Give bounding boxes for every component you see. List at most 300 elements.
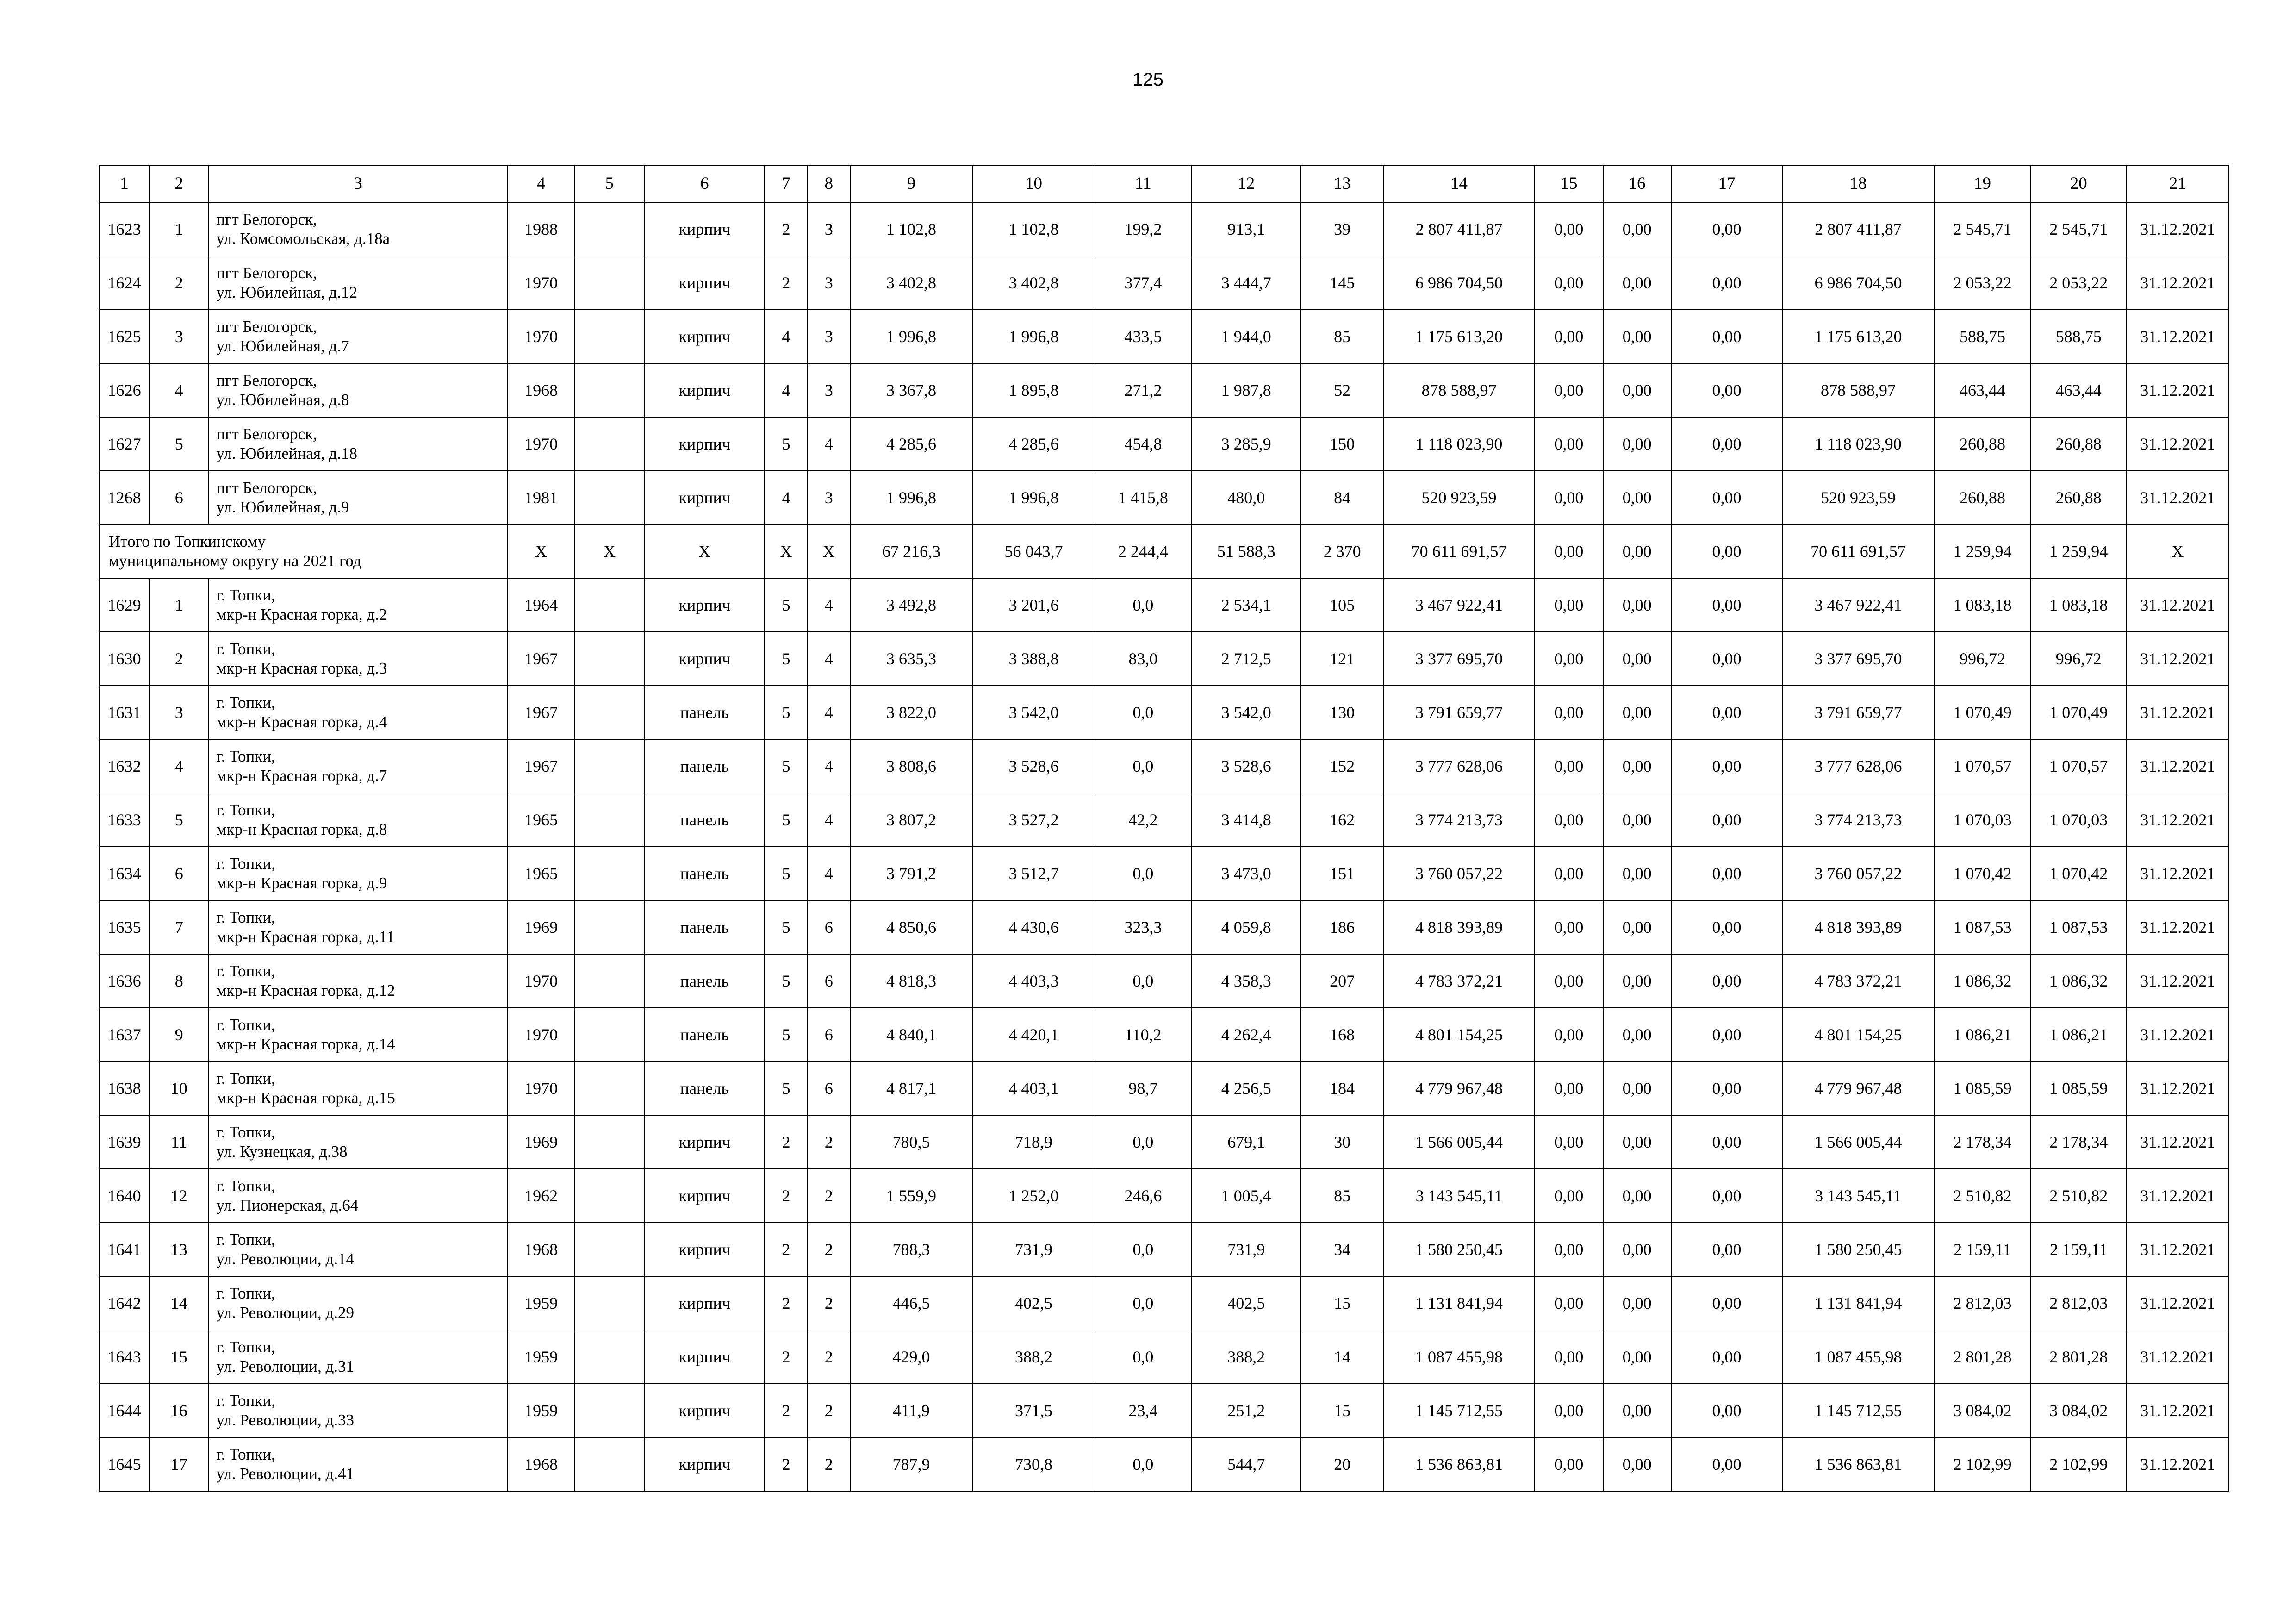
table-cell: 3	[808, 471, 850, 525]
address-cell	[208, 1384, 507, 1437]
table-cell: 184	[1301, 1062, 1383, 1115]
table-row	[99, 632, 2229, 686]
table-cell: 0,00	[1603, 1437, 1671, 1491]
table-cell: 1625	[99, 310, 149, 363]
table-cell: 42,2	[1095, 793, 1191, 847]
table-cell: 1 070,49	[2031, 686, 2126, 739]
address-line: пгт Белогорск,	[216, 479, 317, 497]
column-number-cell: 13	[1301, 165, 1383, 202]
table-cell: 3 143 545,11	[1782, 1169, 1934, 1223]
column-number-cell: 16	[1603, 165, 1671, 202]
address-line: ул. Юбилейная, д.8	[216, 391, 349, 409]
table-cell: 4 779 967,48	[1383, 1062, 1535, 1115]
table-cell: 731,9	[972, 1223, 1095, 1276]
table-cell: 0,00	[1603, 1276, 1671, 1330]
table-cell: кирпич	[644, 1330, 765, 1384]
table-cell: 454,8	[1095, 417, 1191, 471]
table-cell: 1 085,59	[1934, 1062, 2031, 1115]
table-cell: 0,00	[1671, 1276, 1782, 1330]
table-cell: 4 430,6	[972, 900, 1095, 954]
table-cell: 31.12.2021	[2126, 1437, 2229, 1491]
table-cell: 2 178,34	[2031, 1115, 2126, 1169]
table-cell: 1 996,8	[850, 471, 972, 525]
table-cell: 1627	[99, 417, 149, 471]
table-cell: 0,00	[1671, 1223, 1782, 1276]
table-cell: 1970	[508, 1062, 575, 1115]
table-cell: 0,00	[1535, 632, 1603, 686]
column-number-cell: 15	[1535, 165, 1603, 202]
table-cell: 199,2	[1095, 202, 1191, 256]
table-cell: 0,00	[1535, 1062, 1603, 1115]
table-cell: 31.12.2021	[2126, 739, 2229, 793]
address-cell	[208, 1062, 507, 1115]
table-cell: 0,0	[1095, 1437, 1191, 1491]
column-number-cell: 7	[765, 165, 807, 202]
table-cell: 2 053,22	[1934, 256, 2031, 310]
address-cell	[208, 1330, 507, 1384]
table-cell: 6	[808, 954, 850, 1008]
table-cell: 1636	[99, 954, 149, 1008]
table-cell	[575, 1384, 644, 1437]
address-line: г. Топки,	[216, 1230, 275, 1249]
table-cell: 5	[765, 847, 807, 900]
column-number-cell: 10	[972, 165, 1095, 202]
table-cell: 913,1	[1191, 202, 1301, 256]
table-cell: 4 403,1	[972, 1062, 1095, 1115]
table-cell: 0,00	[1603, 739, 1671, 793]
table-cell: 3 473,0	[1191, 847, 1301, 900]
table-cell: 3 512,7	[972, 847, 1095, 900]
table-cell: 0,00	[1535, 847, 1603, 900]
table-cell: 1 005,4	[1191, 1169, 1301, 1223]
table-cell: 588,75	[2031, 310, 2126, 363]
table-cell: 0,00	[1603, 1062, 1671, 1115]
table-cell: 996,72	[1934, 632, 2031, 686]
table-cell: 0,0	[1095, 1276, 1191, 1330]
table-cell: 1 085,59	[2031, 1062, 2126, 1115]
table-cell: 520 923,59	[1383, 471, 1535, 525]
table-cell: панель	[644, 739, 765, 793]
table-row	[99, 1008, 2229, 1062]
table-cell: 0,00	[1671, 632, 1782, 686]
table-cell: 5	[765, 632, 807, 686]
table-cell: 4	[808, 417, 850, 471]
table-cell	[575, 1437, 644, 1491]
table-cell: 402,5	[1191, 1276, 1301, 1330]
table-cell	[575, 256, 644, 310]
table-row	[99, 900, 2229, 954]
table-cell: 2	[765, 202, 807, 256]
table-cell: 31.12.2021	[2126, 1276, 2229, 1330]
table-cell: 0,00	[1535, 1008, 1603, 1062]
table-cell	[575, 1115, 644, 1169]
table-cell: 0,00	[1535, 578, 1603, 632]
table-cell: 5	[765, 1008, 807, 1062]
table-cell: 588,75	[1934, 310, 2031, 363]
table-cell: 4 783 372,21	[1782, 954, 1934, 1008]
table-cell: 1 996,8	[972, 471, 1095, 525]
table-cell: 2	[765, 256, 807, 310]
table-cell: 788,3	[850, 1223, 972, 1276]
table-cell: 31.12.2021	[2126, 417, 2229, 471]
table-cell: 4 783 372,21	[1383, 954, 1535, 1008]
table-cell: 1964	[508, 578, 575, 632]
table-cell: 14	[149, 1276, 208, 1330]
table-cell: 3 084,02	[2031, 1384, 2126, 1437]
table-cell: 4	[765, 310, 807, 363]
table-cell: 31.12.2021	[2126, 793, 2229, 847]
table-row	[99, 256, 2229, 310]
table-cell: 1967	[508, 686, 575, 739]
table-cell: 1632	[99, 739, 149, 793]
table-cell: 1 415,8	[1095, 471, 1191, 525]
table-cell: 2 807 411,87	[1782, 202, 1934, 256]
table-cell: кирпич	[644, 1276, 765, 1330]
table-cell: 0,00	[1603, 632, 1671, 686]
table-cell: 0,00	[1535, 310, 1603, 363]
table-cell: 0,00	[1535, 1115, 1603, 1169]
table-cell: 260,88	[2031, 471, 2126, 525]
table-cell: 3 791 659,77	[1383, 686, 1535, 739]
column-number-cell: 19	[1934, 165, 2031, 202]
table-cell: 3 285,9	[1191, 417, 1301, 471]
table-row	[99, 1437, 2229, 1491]
table-cell: кирпич	[644, 632, 765, 686]
table-cell: 1643	[99, 1330, 149, 1384]
table-cell: 1 145 712,55	[1383, 1384, 1535, 1437]
address-cell	[208, 793, 507, 847]
table-cell: 4	[808, 739, 850, 793]
table-cell: 2 545,71	[1934, 202, 2031, 256]
table-cell: 1 175 613,20	[1782, 310, 1934, 363]
table-cell: 4 403,3	[972, 954, 1095, 1008]
table-cell: 371,5	[972, 1384, 1095, 1437]
address-line: г. Топки,	[216, 1177, 275, 1195]
table-row	[99, 686, 2229, 739]
table-cell: панель	[644, 793, 765, 847]
total-value-cell: 0,00	[1603, 525, 1671, 578]
table-cell: 5	[765, 417, 807, 471]
table-cell: 2 053,22	[2031, 256, 2126, 310]
address-line: мкр-н Красная горка, д.15	[216, 1089, 395, 1107]
table-cell: 0,00	[1603, 1384, 1671, 1437]
total-value-cell: X	[644, 525, 765, 578]
table-cell: 3 542,0	[1191, 686, 1301, 739]
table-cell: 0,00	[1603, 417, 1671, 471]
table-cell: кирпич	[644, 256, 765, 310]
table-cell: 3 084,02	[1934, 1384, 2031, 1437]
table-cell: 3	[149, 686, 208, 739]
address-cell	[208, 954, 507, 1008]
table-cell: 52	[1301, 363, 1383, 417]
table-cell: 0,00	[1603, 202, 1671, 256]
table-cell: 3 774 213,73	[1782, 793, 1934, 847]
table-cell: 31.12.2021	[2126, 847, 2229, 900]
table-cell: 718,9	[972, 1115, 1095, 1169]
total-label-line: Итого по Топкинскому	[109, 532, 266, 550]
table-cell: 878 588,97	[1383, 363, 1535, 417]
address-cell	[208, 686, 507, 739]
table-cell: 0,00	[1603, 1330, 1671, 1384]
address-cell	[208, 1223, 507, 1276]
table-cell: 1 536 863,81	[1383, 1437, 1535, 1491]
table-cell: 4 818,3	[850, 954, 972, 1008]
table-cell	[575, 363, 644, 417]
table-cell: 3 402,8	[972, 256, 1095, 310]
table-cell: 2	[808, 1276, 850, 1330]
table-cell: 0,00	[1535, 256, 1603, 310]
total-value-cell: 0,00	[1535, 525, 1603, 578]
total-value-cell: X	[575, 525, 644, 578]
table-cell: 2	[765, 1169, 807, 1223]
table-cell: 13	[149, 1223, 208, 1276]
table-cell: кирпич	[644, 1169, 765, 1223]
table-cell: 878 588,97	[1782, 363, 1934, 417]
address-line: г. Топки,	[216, 1392, 275, 1410]
table-cell: 3	[808, 310, 850, 363]
table-cell: 2 534,1	[1191, 578, 1301, 632]
table-cell: 0,00	[1671, 310, 1782, 363]
table-cell: 1 580 250,45	[1383, 1223, 1535, 1276]
table-cell: кирпич	[644, 578, 765, 632]
table-cell: 996,72	[2031, 632, 2126, 686]
table-cell: 246,6	[1095, 1169, 1191, 1223]
table-cell: 1 087,53	[1934, 900, 2031, 954]
table-cell: 0,00	[1603, 363, 1671, 417]
table-cell: 4 285,6	[850, 417, 972, 471]
address-line: г. Топки,	[216, 640, 275, 658]
column-number-cell: 1	[99, 165, 149, 202]
table-cell: 15	[1301, 1384, 1383, 1437]
table-cell: 0,0	[1095, 578, 1191, 632]
table-row	[99, 1384, 2229, 1437]
table-cell: 31.12.2021	[2126, 1330, 2229, 1384]
table-cell: 4 285,6	[972, 417, 1095, 471]
table-cell: 480,0	[1191, 471, 1301, 525]
address-line: ул. Юбилейная, д.12	[216, 283, 357, 301]
table-cell: 15	[149, 1330, 208, 1384]
table-cell: 1 536 863,81	[1782, 1437, 1934, 1491]
table-cell: 2 159,11	[2031, 1223, 2126, 1276]
table-cell: 388,2	[1191, 1330, 1301, 1384]
total-value-cell: X	[508, 525, 575, 578]
address-cell	[208, 363, 507, 417]
table-cell: панель	[644, 954, 765, 1008]
total-value-cell: X	[2126, 525, 2229, 578]
table-cell: 151	[1301, 847, 1383, 900]
table-cell: 2	[765, 1276, 807, 1330]
table-cell	[575, 471, 644, 525]
table-cell	[575, 417, 644, 471]
table-cell: 152	[1301, 739, 1383, 793]
table-cell: 1629	[99, 578, 149, 632]
address-line: ул. Революции, д.41	[216, 1465, 355, 1483]
table-cell: 0,00	[1535, 900, 1603, 954]
table-cell: 3 527,2	[972, 793, 1095, 847]
table-cell: 0,00	[1671, 1008, 1782, 1062]
table-cell: 1268	[99, 471, 149, 525]
table-cell: 0,00	[1671, 1115, 1782, 1169]
table-cell: 2	[765, 1115, 807, 1169]
table-cell: 4 059,8	[1191, 900, 1301, 954]
table-row	[99, 1169, 2229, 1223]
table-row	[99, 1062, 2229, 1115]
table-cell: кирпич	[644, 417, 765, 471]
table-cell: 1969	[508, 1115, 575, 1169]
table-cell: 5	[765, 739, 807, 793]
table-cell: 1967	[508, 632, 575, 686]
table-cell: 1626	[99, 363, 149, 417]
table-cell: 0,00	[1671, 417, 1782, 471]
address-cell	[208, 1169, 507, 1223]
table-row	[99, 1330, 2229, 1384]
table-cell: 3 822,0	[850, 686, 972, 739]
column-number-cell: 5	[575, 165, 644, 202]
table-cell: 2 807 411,87	[1383, 202, 1535, 256]
table-cell: 0,00	[1535, 471, 1603, 525]
table-cell: 1 118 023,90	[1383, 417, 1535, 471]
table-cell: панель	[644, 1008, 765, 1062]
address-line: ул. Революции, д.33	[216, 1411, 355, 1429]
table-cell: 14	[1301, 1330, 1383, 1384]
table-cell: 520 923,59	[1782, 471, 1934, 525]
table-cell: 2	[765, 1437, 807, 1491]
table-cell: 1 102,8	[850, 202, 972, 256]
table-cell: 0,00	[1535, 954, 1603, 1008]
column-number-cell: 9	[850, 165, 972, 202]
table-cell: 4	[765, 363, 807, 417]
table-cell: 1624	[99, 256, 149, 310]
table-cell: 1 996,8	[972, 310, 1095, 363]
table-cell: 2 102,99	[2031, 1437, 2126, 1491]
table-cell: 3 367,8	[850, 363, 972, 417]
total-value-cell: 56 043,7	[972, 525, 1095, 578]
table-cell: 3 444,7	[1191, 256, 1301, 310]
table-cell: 0,00	[1603, 310, 1671, 363]
table-cell: 1970	[508, 1008, 575, 1062]
table-cell: 2 801,28	[2031, 1330, 2126, 1384]
table-cell: 5	[765, 686, 807, 739]
address-cell	[208, 739, 507, 793]
table-cell	[575, 310, 644, 363]
table-cell	[575, 202, 644, 256]
table-cell	[575, 632, 644, 686]
table-cell: 0,00	[1535, 363, 1603, 417]
table-cell: 1959	[508, 1384, 575, 1437]
table-cell: 6 986 704,50	[1383, 256, 1535, 310]
table-cell: 4 801 154,25	[1383, 1008, 1535, 1062]
table-cell: 0,00	[1671, 1330, 1782, 1384]
table-cell: 1 086,21	[2031, 1008, 2126, 1062]
table-cell: 31.12.2021	[2126, 471, 2229, 525]
table-cell: 4 840,1	[850, 1008, 972, 1062]
table-cell: 98,7	[1095, 1062, 1191, 1115]
table-cell: 3 777 628,06	[1782, 739, 1934, 793]
table-cell: 207	[1301, 954, 1383, 1008]
table-cell: 1 086,32	[1934, 954, 2031, 1008]
table-cell: 0,00	[1671, 900, 1782, 954]
table-cell: 0,0	[1095, 1330, 1191, 1384]
address-line: мкр-н Красная горка, д.4	[216, 713, 387, 731]
table-cell: 10	[149, 1062, 208, 1115]
table-cell: 1 102,8	[972, 202, 1095, 256]
table-cell: 0,00	[1603, 471, 1671, 525]
table-cell: 83,0	[1095, 632, 1191, 686]
address-line: мкр-н Красная горка, д.9	[216, 874, 387, 892]
table-cell: 3 388,8	[972, 632, 1095, 686]
table-cell: 1965	[508, 793, 575, 847]
address-line: г. Топки,	[216, 1338, 275, 1356]
table-cell: 1638	[99, 1062, 149, 1115]
table-cell: 6	[149, 471, 208, 525]
table-cell: 3	[149, 310, 208, 363]
table-cell: 4 420,1	[972, 1008, 1095, 1062]
table-cell: 1 131 841,94	[1383, 1276, 1535, 1330]
table-cell: 1 086,32	[2031, 954, 2126, 1008]
table-cell: 6 986 704,50	[1782, 256, 1934, 310]
table-cell: 2 510,82	[2031, 1169, 2126, 1223]
address-line: мкр-н Красная горка, д.2	[216, 606, 387, 624]
address-line: мкр-н Красная горка, д.12	[216, 981, 395, 999]
address-line: г. Топки,	[216, 1069, 275, 1087]
table-cell: 0,00	[1535, 417, 1603, 471]
table-cell: 0,00	[1603, 578, 1671, 632]
table-cell: 1 559,9	[850, 1169, 972, 1223]
table-cell: 3	[808, 256, 850, 310]
table-cell: 0,00	[1671, 793, 1782, 847]
table-cell: 0,00	[1671, 1437, 1782, 1491]
table-cell: 3 402,8	[850, 256, 972, 310]
table-cell: 388,2	[972, 1330, 1095, 1384]
table-cell: 0,00	[1671, 1169, 1782, 1223]
table-cell	[575, 739, 644, 793]
table-cell: 0,00	[1671, 363, 1782, 417]
table-row	[99, 1276, 2229, 1330]
page-number: 125	[1132, 69, 1164, 90]
table-cell: 4 256,5	[1191, 1062, 1301, 1115]
table-cell: 0,00	[1535, 1330, 1603, 1384]
table-cell: 31.12.2021	[2126, 686, 2229, 739]
table-cell: 1 566 005,44	[1383, 1115, 1535, 1169]
table-cell: 446,5	[850, 1276, 972, 1330]
table-cell: 3 777 628,06	[1383, 739, 1535, 793]
table-cell: 3 528,6	[1191, 739, 1301, 793]
table-cell	[575, 578, 644, 632]
table-cell: 1970	[508, 417, 575, 471]
address-line: ул. Революции, д.14	[216, 1250, 355, 1268]
table-cell: 2 712,5	[1191, 632, 1301, 686]
table-row	[99, 310, 2229, 363]
table-cell: 0,00	[1535, 1384, 1603, 1437]
table-cell: 1644	[99, 1384, 149, 1437]
table-cell: 1	[149, 202, 208, 256]
table-cell: 1642	[99, 1276, 149, 1330]
table-cell: 0,00	[1603, 1223, 1671, 1276]
address-cell	[208, 847, 507, 900]
table-cell	[575, 1223, 644, 1276]
table-cell: 5	[149, 793, 208, 847]
table-cell: 402,5	[972, 1276, 1095, 1330]
table-cell: 4 818 393,89	[1383, 900, 1535, 954]
table-cell: 130	[1301, 686, 1383, 739]
table-cell: 121	[1301, 632, 1383, 686]
table-cell: 1 580 250,45	[1782, 1223, 1934, 1276]
table-cell: 4 358,3	[1191, 954, 1301, 1008]
column-number-cell: 6	[644, 165, 765, 202]
table-cell: 5	[765, 1062, 807, 1115]
table-cell: 4	[808, 793, 850, 847]
table-cell: 1988	[508, 202, 575, 256]
